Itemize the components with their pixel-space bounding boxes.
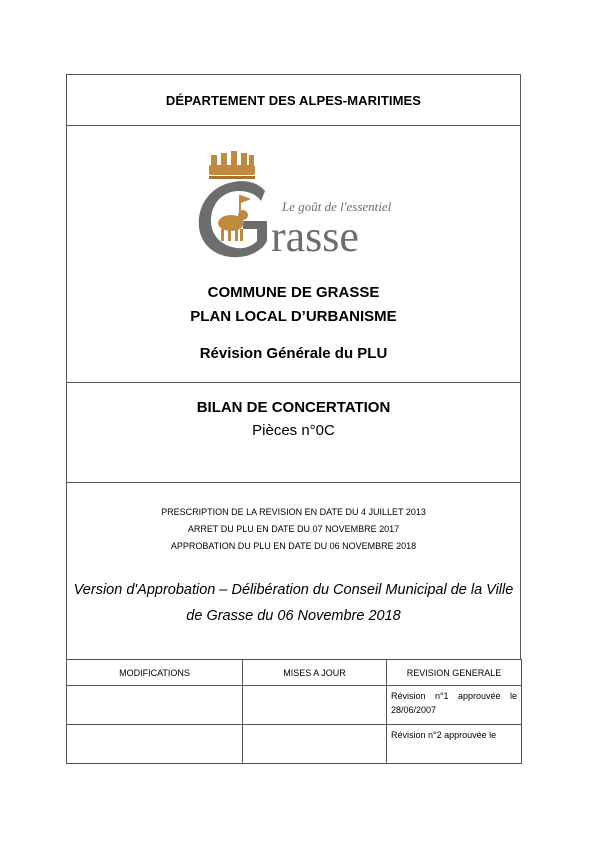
version-line-2: de Grasse du 06 Novembre 2018 bbox=[186, 608, 401, 624]
table-cell bbox=[67, 686, 243, 725]
version-statement bbox=[67, 577, 520, 629]
pieces-number: Pièces n°0C bbox=[252, 422, 335, 439]
logo-name: rasse bbox=[271, 212, 359, 261]
lamb-icon bbox=[218, 195, 251, 241]
department-section bbox=[66, 74, 521, 125]
version-line-1: Version d'Approbation – Délibération du Conseil Municipal de la Ville bbox=[73, 582, 514, 598]
table-row bbox=[67, 725, 522, 764]
commune-title: COMMUNE DE GRASSE bbox=[207, 284, 380, 301]
approbation-date: APPROBATION DU PLU EN DATE DU 06 NOVEMBRE 2018 bbox=[170, 541, 417, 551]
prescription-date: PRESCRIPTION DE LA REVISION EN DATE DU 4 JUILLET 2013 bbox=[161, 507, 426, 517]
table-cell bbox=[243, 725, 387, 764]
title-section bbox=[66, 125, 521, 382]
revision-title: Révision Générale du PLU bbox=[199, 345, 388, 362]
table-cell: Révision n°1 approuvée le 28/06/2007 bbox=[387, 686, 522, 725]
plu-title: PLAN LOCAL D’URBANISME bbox=[190, 308, 397, 325]
header-mises-a-jour: MISES A JOUR bbox=[243, 660, 387, 686]
table-cell bbox=[67, 725, 243, 764]
header-modifications: MODIFICATIONS bbox=[67, 660, 243, 686]
arret-date: ARRET DU PLU EN DATE DU 07 NOVEMBRE 2017 bbox=[187, 524, 400, 534]
procedure-dates bbox=[67, 483, 520, 555]
table-cell: Révision n°2 approuvée le bbox=[387, 725, 522, 764]
header-revision-generale: REVISION GENERALE bbox=[387, 660, 522, 686]
table-header-row bbox=[67, 660, 522, 686]
department-title: DÉPARTEMENT DES ALPES-MARITIMES bbox=[165, 92, 422, 108]
bilan-section bbox=[66, 382, 521, 482]
dates-section bbox=[66, 482, 521, 659]
revisions-table bbox=[66, 659, 522, 764]
grasse-logo bbox=[187, 151, 402, 261]
cover-page bbox=[66, 74, 521, 764]
title-lines bbox=[67, 281, 520, 362]
table-row bbox=[67, 686, 522, 725]
crown-icon bbox=[209, 151, 255, 179]
bilan-title: BILAN DE CONCERTATION bbox=[196, 399, 391, 416]
logo-tagline: Le goût de l'essentiel bbox=[282, 199, 392, 214]
table-cell bbox=[243, 686, 387, 725]
